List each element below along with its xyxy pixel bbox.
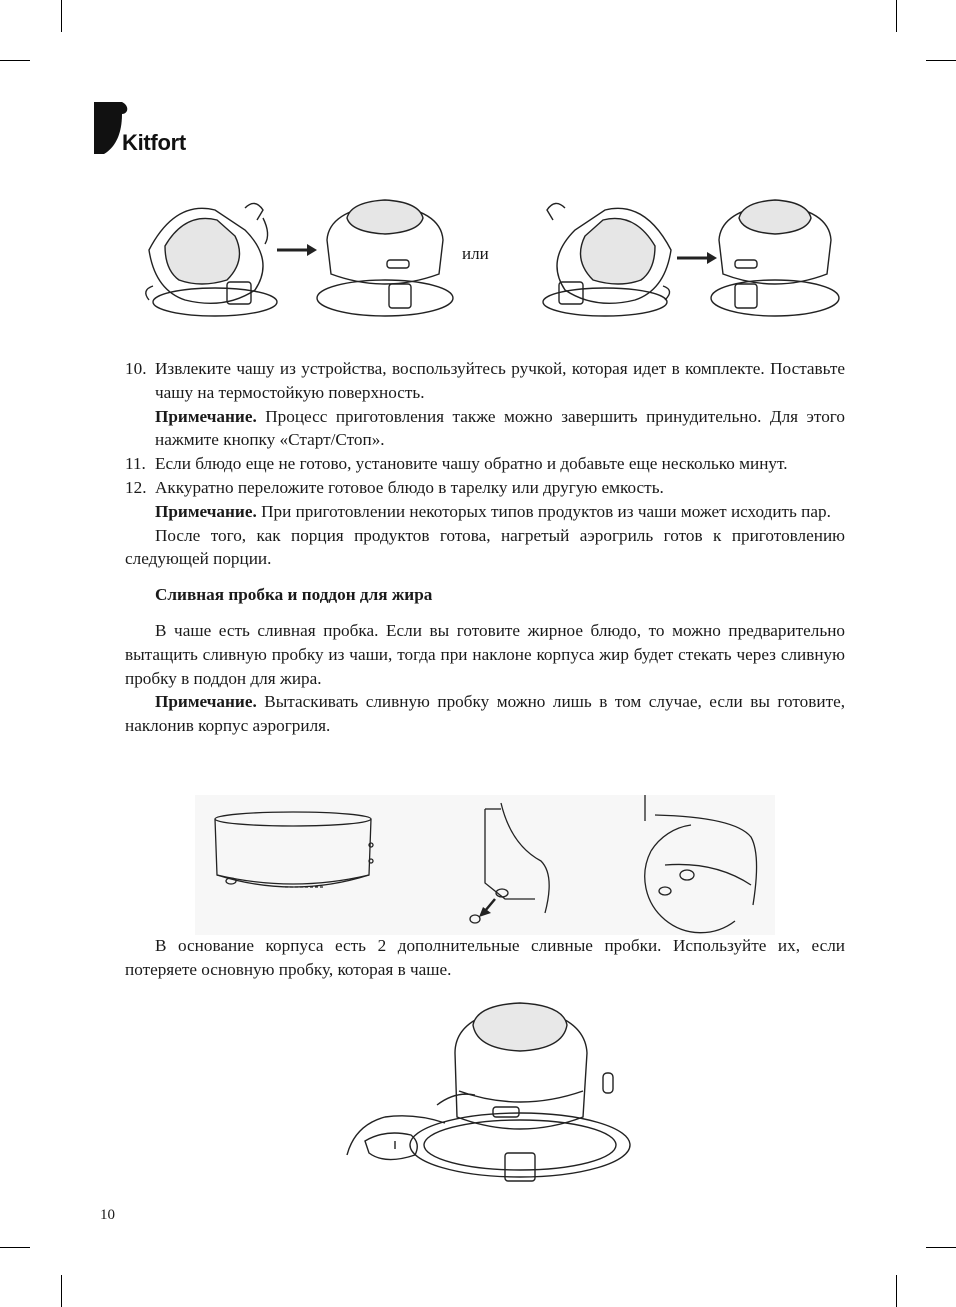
section-note [125, 690, 845, 738]
or-connector-label: или [462, 244, 489, 263]
note-label: Примечание. [155, 501, 257, 521]
step-10-note [125, 405, 845, 453]
crop-mark [0, 1247, 30, 1248]
note-label: Примечание. [155, 406, 257, 426]
step-11 [125, 452, 845, 476]
extra-plugs-block [125, 934, 845, 982]
step-number: 12. [125, 477, 147, 497]
note-text: Вытаскивать сливную пробку можно лишь в том случае, если вы готовите, наклонив корпус аэрогриля. [125, 692, 846, 736]
crop-mark [896, 0, 897, 32]
step-10 [125, 357, 845, 405]
crop-mark [896, 1275, 897, 1307]
section-heading: Сливная пробка и поддон для жира [155, 585, 433, 605]
crop-mark [926, 60, 956, 61]
step-number: 10. [125, 359, 147, 378]
instructions-block [125, 357, 845, 738]
brand-name: Kitfort [122, 130, 186, 155]
crop-mark [61, 1275, 62, 1307]
extra-plugs-text: В основание корпуса есть 2 дополнительные сливные пробки. Используйте их, если потеряете основную пробку, которая в чаше. [125, 936, 845, 979]
step-12 [125, 476, 845, 500]
section-paragraph: В чаше есть сливная пробка. Если вы готовите жирное блюдо, то можно предварительно вытащить сливную пробку из чаши, тогда при наклоне корпуса жир будет стекать через сливную пробку в поддон для жира. [125, 620, 845, 688]
step-12-after-text: После того, как порция продуктов готова, нагретый аэрогриль готов к приготовлению следующей порции. [125, 525, 845, 569]
step-number: 11. [125, 454, 146, 474]
step-text: Аккуратно переложите готовое блюдо в тарелку или другую емкость. [155, 477, 664, 497]
crop-mark [61, 0, 62, 32]
step-text: Если блюдо еще не готово, установите чашу обратно и добавьте еще несколько минут. [155, 454, 788, 474]
page-number: 10 [100, 1207, 115, 1223]
crop-mark [926, 1247, 956, 1248]
note-text: Процесс приготовления также можно завершить принудительно. Для этого нажмите кнопку «Старт/Стоп». [155, 406, 846, 450]
extra-drain-plugs-illustration [345, 995, 635, 1195]
drain-plug-illustration [195, 795, 775, 935]
crop-mark [0, 60, 30, 61]
step-text: Извлеките чашу из устройства, воспользуйтесь ручкой, которая идет в комплекте. Поставьте чашу на термостойкую поверхность. [155, 359, 845, 402]
note-text: При приготовлении некоторых типов продуктов из чаши может исходить пар. [261, 501, 831, 521]
step-12-note [125, 500, 845, 524]
note-label: Примечание. [155, 692, 257, 712]
